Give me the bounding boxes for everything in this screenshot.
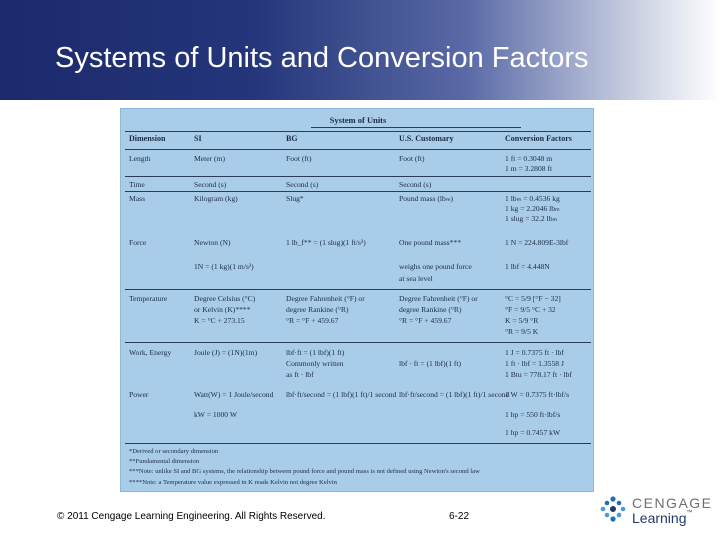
footnote-4: ****Note: a Temperature value expressed in K reads Kelvin not degree Kelvin xyxy=(129,479,337,486)
logo-wordmark-learning xyxy=(632,510,693,526)
temperature-conversion-3: K = 5/9 °R xyxy=(505,316,539,325)
force-us-3: at sea level xyxy=(399,274,433,283)
copyright-notice: © 2011 Cengage Learning Engineering. All Rights Reserved. xyxy=(57,511,326,522)
work-bg-3: as ft · lbf xyxy=(286,370,314,379)
temperature-us-2: degree Rankine (°R) xyxy=(399,305,462,314)
temperature-bg-1: Degree Fahrenheit (°F) or xyxy=(286,294,365,303)
mass-dimension: Mass xyxy=(129,194,146,203)
cengage-learning-logo xyxy=(598,493,714,533)
time-si: Second (s) xyxy=(194,180,227,189)
temperature-si-2: or Kelvin (K)**** xyxy=(194,305,251,314)
temperature-conversion-4: °R = 9/5 K xyxy=(505,327,539,336)
temperature-bg-3: °R = °F + 459.67 xyxy=(286,316,339,325)
force-si-1: Newton (N) xyxy=(194,238,231,247)
temperature-si-1: Degree Celsius (°C) xyxy=(194,294,256,303)
units-table-image xyxy=(120,108,594,492)
power-si-1: Watt(W) = 1 Joule/second xyxy=(194,390,274,399)
work-dimension: Work, Energy xyxy=(129,348,172,357)
cengage-logo-icon xyxy=(598,495,628,525)
table-caption: System of Units xyxy=(329,115,387,125)
work-conversion-3: 1 Btu = 778.17 ft · lbf xyxy=(505,370,572,379)
force-bg: 1 lb_f** = (1 slug)(1 ft/s²) xyxy=(286,238,366,247)
power-bg: lbf·ft/second = (1 lbf)(1 ft)/1 second xyxy=(286,390,397,399)
mass-conversion-2: 1 kg = 2.2046 lbₘ xyxy=(505,204,560,213)
mass-si: Kilogram (kg) xyxy=(194,194,238,203)
footnote-1: *Derived or secondary dimension xyxy=(129,448,219,455)
time-dimension: Time xyxy=(129,180,145,189)
force-dimension: Force xyxy=(129,238,147,247)
time-us: Second (s) xyxy=(399,180,432,189)
slide-title: Systems of Units and Conversion Factors xyxy=(55,42,589,74)
footnote-2: **Fundamental dimension xyxy=(129,458,200,465)
rule-bottom xyxy=(125,443,591,444)
mass-us: Pound mass (lbₘ) xyxy=(399,194,454,203)
rule-after-temperature xyxy=(125,342,591,343)
length-conversion-2: 1 m = 3.2808 ft xyxy=(505,164,553,173)
rule-after-time xyxy=(125,191,591,192)
force-conversion-2: 1 lbf = 4.448N xyxy=(505,262,550,271)
power-conversion-1: 1 W = 0.7375 ft·lbf/s xyxy=(505,390,570,399)
header-si: SI xyxy=(194,134,202,143)
power-si-2: kW = 1000 W xyxy=(194,410,238,419)
work-si: Joule (J) = (1N)(1m) xyxy=(194,348,258,357)
length-us: Foot (ft) xyxy=(399,154,425,163)
rule-under-caption xyxy=(311,127,521,128)
temperature-us-3: °R = °F + 459.67 xyxy=(399,316,452,325)
length-bg: Foot (ft) xyxy=(286,154,312,163)
work-bg-1: lbf·ft = (1 lbf)(1 ft) xyxy=(286,348,345,357)
work-conversion-2: 1 ft · lbf = 1.3558 J xyxy=(505,359,564,368)
force-us-1: One pound mass*** xyxy=(399,238,462,247)
length-dimension: Length xyxy=(129,154,151,163)
time-bg: Second (s) xyxy=(286,180,319,189)
title-bar xyxy=(0,0,720,100)
temperature-bg-2: degree Rankine (°R) xyxy=(286,305,349,314)
force-us-2: weighs one pound force xyxy=(399,262,472,271)
work-us: lbf · ft = (1 lbf)(1 ft) xyxy=(399,359,462,368)
temperature-si-3: K = °C + 273.15 xyxy=(194,316,245,325)
page-number: 6-22 xyxy=(449,511,470,522)
force-si-2: 1N = (1 kg)(1 m/s²) xyxy=(194,262,254,271)
mass-conversion-3: 1 slug = 32.2 lbₘ xyxy=(505,214,558,223)
work-bg-2: Commonly written xyxy=(286,359,344,368)
power-dimension: Power xyxy=(129,390,149,399)
length-conversion-1: 1 ft = 0.3048 m xyxy=(505,154,553,163)
temperature-conversion-2: °F = 9/5 °C + 32 xyxy=(505,305,556,314)
header-bg: BG xyxy=(286,134,298,143)
rule-after-length xyxy=(125,176,591,177)
header-us-customary: U.S. Customary xyxy=(399,134,454,143)
rule-under-header xyxy=(125,149,591,150)
length-si: Meter (m) xyxy=(194,154,225,163)
mass-conversion-1: 1 lbₘ = 0.4536 kg xyxy=(505,194,560,203)
temperature-conversion-1: °C = 5/9 [°F − 32] xyxy=(505,294,561,303)
force-conversion-1: 1 N = 224.809E-3lbf xyxy=(505,238,569,247)
rule-after-force xyxy=(125,289,591,290)
header-conversion-factors: Conversion Factors xyxy=(505,134,572,143)
rule-top xyxy=(125,131,591,132)
logo-learning-text: Learning xyxy=(632,510,687,526)
mass-bg: Slug* xyxy=(286,194,304,203)
header-dimension: Dimension xyxy=(129,134,166,143)
power-conversion-3: 1 hp = 0.7457 kW xyxy=(505,428,561,437)
power-us: lbf·ft/second = (1 lbf)(1 ft)/1 second xyxy=(399,390,510,399)
work-conversion-1: 1 J = 0.7375 ft · lbf xyxy=(505,348,564,357)
logo-wordmark-cengage: CENGAGE xyxy=(632,495,713,511)
footnote-3: ***Note: unlike SI and BG systems, the relationship between pound force and pound mass is not defined using Newton's second law xyxy=(129,468,480,475)
logo-trademark: ™ xyxy=(686,510,693,516)
temperature-dimension: Temperature xyxy=(129,294,168,303)
power-conversion-2: 1 hp = 550 ft·lbf/s xyxy=(505,410,561,419)
temperature-us-1: Degree Fahrenheit (°F) or xyxy=(399,294,478,303)
